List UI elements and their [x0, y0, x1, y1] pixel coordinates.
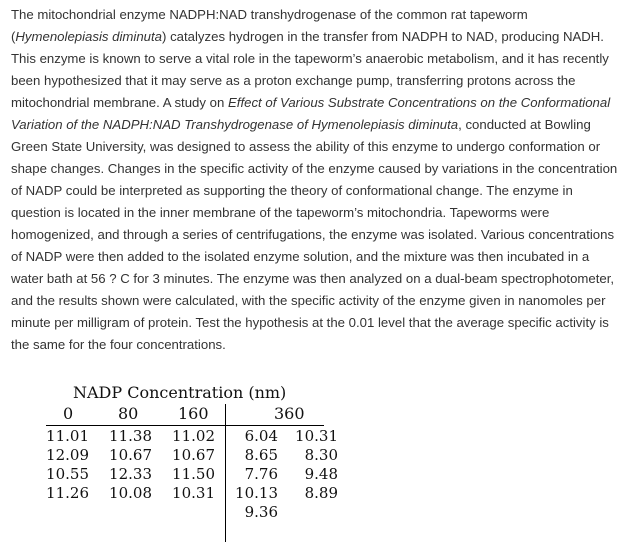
paragraph-text-3: , conducted at Bowling Green State University, was designed to assess the ability of this enzyme to undergo conformation or shape changes. Changes in the specific activity of the enzyme caused by variations in the concentration of NADP could be interpreted as supporting the theory of conformational change. The enzyme in question is located in the inner membrane of the tapeworm’s mitochondria. Tapeworms were homogenized, and through a series of centrifugations, the enzyme was isolated. Various concentrations of NADP were then added to the isolated enzyme solution, and the mixture was then incubated in a water bath at 56 ? C for 3 minutes. The enzyme was then analyzed on a dual-beam spectrophotometer, and the results shown were calculated, with the specific activity of the enzyme given in nanomoles per minute per milligram of protein. Test the hypothesis at the 0.01 level that the average specific activity is the same for the four concentrations. — [11, 117, 618, 352]
cell-c80-r2: 10.67 — [109, 446, 152, 464]
header-0: 0 — [63, 404, 74, 423]
cell-c80-r1: 11.38 — [109, 427, 152, 445]
cell-c0-r1: 11.01 — [46, 427, 89, 445]
header-160: 160 — [178, 404, 209, 423]
cell-c80-r4: 10.08 — [109, 484, 152, 502]
cell-c160-r2: 10.67 — [172, 446, 215, 464]
species-name: Hymenolepiasis diminuta — [15, 29, 163, 44]
cell-c0-r2: 12.09 — [46, 446, 89, 464]
cell-c360a-r2: 8.65 — [244, 446, 278, 464]
header-80: 80 — [118, 404, 139, 423]
table-caption: NADP Concentration (nm) — [73, 383, 287, 402]
cell-c0-r3: 10.55 — [46, 465, 89, 483]
cell-c160-r3: 11.50 — [172, 465, 215, 483]
cell-c160-r1: 11.02 — [172, 427, 215, 445]
header-360: 360 — [274, 404, 305, 423]
study-title: Effect of Various Substrate Concentrations on the Conformational Variation of the NADPH:NAD Transhydrogenase of Hymenolepiasis diminuta — [11, 95, 611, 132]
cell-c360b-r4: 8.89 — [304, 484, 338, 502]
cell-c360a-r4: 10.13 — [235, 484, 278, 502]
cell-c360a-r1: 6.04 — [244, 427, 278, 445]
problem-paragraph — [11, 4, 623, 356]
cell-c360b-r3: 9.48 — [304, 465, 338, 483]
cell-c80-r3: 12.33 — [109, 465, 152, 483]
cell-c360a-r3: 7.76 — [244, 465, 278, 483]
cell-c160-r4: 10.31 — [172, 484, 215, 502]
header-rule — [46, 425, 324, 426]
cell-c0-r4: 11.26 — [46, 484, 89, 502]
paragraph-text-1: The mitochondrial enzyme NADPH:NAD transhydrogenase of the common rat tapeworm ( — [11, 7, 528, 44]
paragraph-text-2: ) catalyzes hydrogen in the transfer from NADPH to NAD, producing NADH. This enzyme is known to serve a vital role in the tapeworm’s anaerobic metabolism, and it has recently been hypothesized that it may serve as a proton exchange pump, transferring protons across the mitochondrial membrane. A study on — [11, 29, 609, 110]
cell-c360b-r1: 10.31 — [295, 427, 338, 445]
cell-c360a-r5: 9.36 — [244, 503, 278, 521]
cell-c360b-r2: 8.30 — [304, 446, 338, 464]
